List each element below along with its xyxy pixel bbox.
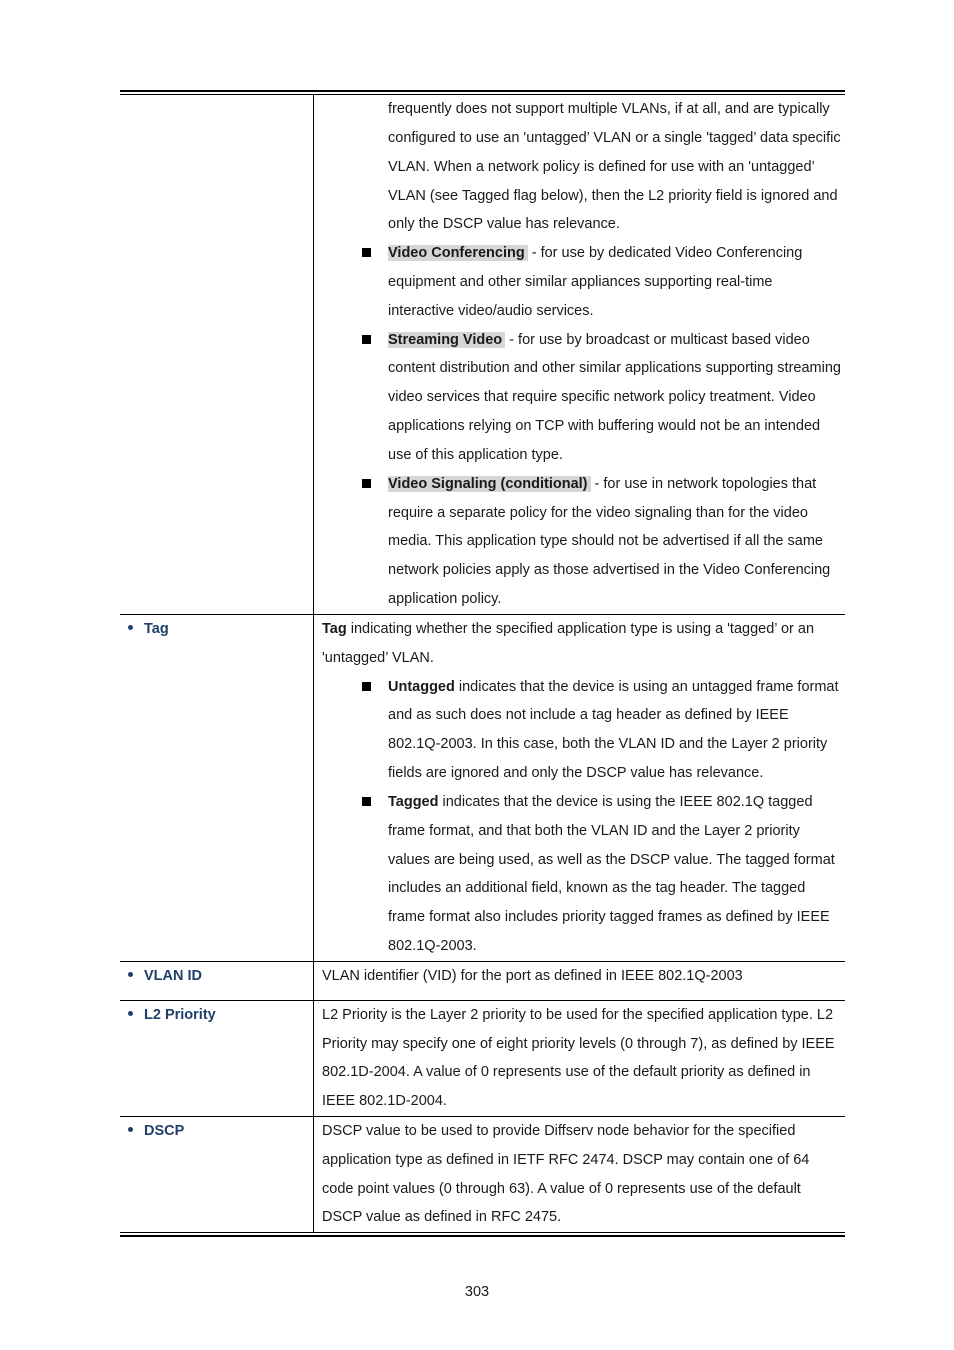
page-number: 303 bbox=[464, 1284, 490, 1300]
l2-priority-line: L2 Priority is the Layer 2 priority to be used for the specified application type. L2 bbox=[322, 1007, 834, 1023]
l2-priority-line: IEEE 802.1D-2004. bbox=[322, 1093, 447, 1109]
table-column-divider bbox=[313, 94, 314, 1233]
term-untagged: Untagged bbox=[388, 679, 455, 695]
square-bullet-icon bbox=[362, 797, 371, 806]
list-item-line: 802.1Q-2003. In this case, both the VLAN ID and the Layer 2 priority bbox=[388, 736, 828, 752]
list-item-line: includes an additional field, known as the tag header. The tagged bbox=[388, 880, 806, 896]
square-bullet-icon bbox=[362, 682, 371, 691]
bullet-dot-icon bbox=[128, 625, 133, 630]
list-item-line: equipment and other similar appliances supporting real-time bbox=[388, 274, 773, 290]
term-streaming-video: Streaming Video bbox=[388, 332, 505, 348]
term-description: - for use in network topologies that bbox=[590, 476, 817, 492]
list-item-line: and as such does not include a tag header as defined by IEEE bbox=[388, 707, 789, 723]
tag-description: Tag indicating whether the specified application type is using a 'tagged’ or an bbox=[322, 621, 815, 637]
bullet-dot-icon bbox=[128, 1127, 133, 1132]
list-item-line: interactive video/audio services. bbox=[388, 303, 594, 319]
table-bottom-rule bbox=[120, 1235, 845, 1237]
term-description: - for use by dedicated Video Conferencing bbox=[527, 245, 803, 261]
list-item-line: values are being used, as well as the DSCP value. The tagged format bbox=[388, 852, 835, 868]
list-item-line: frame format, and that both the VLAN ID and the Layer 2 priority bbox=[388, 823, 800, 839]
bullet-dot-icon bbox=[128, 972, 133, 977]
table-top-rule bbox=[120, 90, 845, 92]
list-item-line: content distribution and other similar applications supporting streaming bbox=[388, 360, 841, 376]
intro-line: VLAN. When a network policy is defined for use with an 'untagged’ bbox=[388, 159, 815, 175]
term-description: - for use by broadcast or multicast based video bbox=[505, 332, 810, 348]
list-item-line: use of this application type. bbox=[388, 447, 563, 463]
l2-priority-line: Priority may specify one of eight priority levels (0 through 7), as defined by IEEE bbox=[322, 1036, 835, 1052]
square-bullet-icon bbox=[362, 248, 371, 257]
dscp-line: code point values (0 through 63). A value of 0 represents use of the default bbox=[322, 1181, 801, 1197]
term-video-conferencing: Video Conferencing bbox=[388, 245, 528, 261]
field-label-vlan-id: VLAN ID bbox=[128, 962, 202, 991]
dscp-line: application type as defined in IETF RFC 2474. DSCP may contain one of 64 bbox=[322, 1152, 810, 1168]
list-item-line: fields are ignored and only the DSCP value has relevance. bbox=[388, 765, 764, 781]
field-label-l2-priority: L2 Priority bbox=[128, 1001, 216, 1030]
field-label-tag: Tag bbox=[128, 615, 169, 644]
vlan-id-description: VLAN identifier (VID) for the port as defined in IEEE 802.1Q-2003 bbox=[322, 968, 743, 984]
list-item-line: applications relying on TCP with buffering would not be an intended bbox=[388, 418, 821, 434]
dscp-line: DSCP value to be used to provide Diffserv node behavior for the specified bbox=[322, 1123, 796, 1139]
list-item-line: network policies apply as those advertised in the Video Conferencing bbox=[388, 562, 831, 578]
intro-line: VLAN (see Tagged flag below), then the L2 priority field is ignored and bbox=[388, 188, 838, 204]
list-item-line: frame format also includes priority tagged frames as defined by IEEE bbox=[388, 909, 830, 925]
intro-line: only the DSCP value has relevance. bbox=[388, 216, 620, 232]
square-bullet-icon bbox=[362, 335, 371, 344]
term-video-signaling: Video Signaling (conditional) bbox=[388, 476, 591, 492]
list-item-line: 802.1Q-2003. bbox=[388, 938, 477, 954]
bullet-dot-icon bbox=[128, 1011, 133, 1016]
intro-line: configured to use an 'untagged’ VLAN or a single 'tagged’ data specific bbox=[388, 130, 841, 146]
list-item-line: media. This application type should not be advertised if all the same bbox=[388, 533, 823, 549]
list-item-line: application policy. bbox=[388, 591, 502, 607]
l2-priority-line: 802.1D-2004. A value of 0 represents use of the default priority as defined in bbox=[322, 1064, 811, 1080]
dscp-line: DSCP value as defined in RFC 2475. bbox=[322, 1209, 562, 1225]
field-label-dscp: DSCP bbox=[128, 1117, 184, 1146]
table-bottom-rule-inner bbox=[120, 1232, 845, 1233]
intro-line: frequently does not support multiple VLANs, if at all, and are typically bbox=[388, 101, 830, 117]
square-bullet-icon bbox=[362, 479, 371, 488]
tag-description-line: 'untagged’ VLAN. bbox=[322, 650, 434, 666]
list-item-line: require a separate policy for the video signaling than for the video bbox=[388, 505, 808, 521]
list-item-line: video services that require specific network policy treatment. Video bbox=[388, 389, 816, 405]
term-tagged: Tagged bbox=[388, 794, 439, 810]
